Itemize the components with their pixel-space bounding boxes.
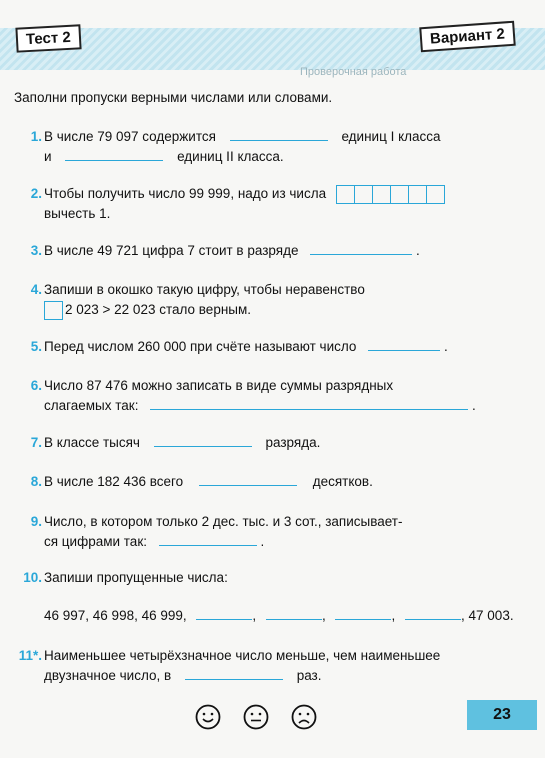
task-text: двузначное число, в xyxy=(44,668,172,683)
variant-label: Вариант 2 xyxy=(419,21,515,53)
test-label: Тест 2 xyxy=(15,24,81,52)
task-text: В числе 49 721 цифра 7 стоит в разряде xyxy=(44,243,299,258)
task-text: В классе тысяч xyxy=(44,435,140,450)
answer-blank[interactable] xyxy=(150,397,468,410)
instruction: Заполни пропуски верными числами или словами. xyxy=(14,90,333,105)
task-text: Наименьшее четырёхзначное число меньше, чем наименьшее xyxy=(44,648,441,663)
task-number: 8. xyxy=(30,474,42,489)
task-number: 1. xyxy=(30,129,42,144)
task-number: 3. xyxy=(30,243,42,258)
task-text: единиц I класса xyxy=(341,129,441,144)
answer-blank[interactable] xyxy=(266,607,322,620)
task-text: десятков. xyxy=(312,474,373,489)
smile-face-icon[interactable] xyxy=(195,704,221,730)
task-text: единиц II класса. xyxy=(177,149,284,164)
answer-blank[interactable] xyxy=(368,338,440,351)
answer-blank[interactable] xyxy=(185,667,283,680)
task-text: и xyxy=(44,149,52,164)
task-text: слагаемых так: xyxy=(44,398,139,413)
answer-blank[interactable] xyxy=(405,607,461,620)
sequence-start: 46 997, 46 998, 46 999, xyxy=(44,608,187,623)
task-text: В числе 79 097 содержится xyxy=(44,129,216,144)
task-number: 9. xyxy=(30,514,42,529)
answer-blank[interactable] xyxy=(65,148,163,161)
sequence-end: 47 003. xyxy=(468,608,514,623)
task-text: разряда. xyxy=(265,435,321,450)
self-assessment-faces xyxy=(195,704,317,730)
task-text: раз. xyxy=(296,668,322,683)
answer-blank[interactable] xyxy=(154,434,252,447)
task-text: В числе 182 436 всего xyxy=(44,474,184,489)
task-text: 2 023 > 22 023 стало верным. xyxy=(65,302,252,317)
task-number: 5. xyxy=(30,339,42,354)
answer-blank[interactable] xyxy=(159,533,257,546)
answer-blank[interactable] xyxy=(335,607,391,620)
task-text: вычесть 1. xyxy=(44,206,111,221)
task-text: ся цифрами так: xyxy=(44,534,147,549)
task-number: 11*. xyxy=(18,648,42,663)
task-number: 10. xyxy=(23,570,42,585)
answer-blank[interactable] xyxy=(230,128,328,141)
task-text: Число, в котором только 2 дес. тыс. и 3 сот., записывает- xyxy=(44,514,403,529)
faint-background-text: Проверочная работа xyxy=(300,66,407,78)
task-text: Запиши пропущенные числа: xyxy=(44,570,228,585)
digit-box[interactable] xyxy=(44,301,63,320)
task-number: 2. xyxy=(30,186,42,201)
task-number: 7. xyxy=(30,435,42,450)
task-number: 4. xyxy=(30,282,42,297)
answer-blank[interactable] xyxy=(310,242,412,255)
answer-blank[interactable] xyxy=(199,473,297,486)
task-text: Запиши в окошко такую цифру, чтобы неравенство xyxy=(44,282,365,297)
task-text: Чтобы получить число 99 999, надо из числа xyxy=(44,186,327,201)
page-number: 23 xyxy=(467,700,537,730)
task-text: Перед числом 260 000 при счёте называют число xyxy=(44,339,357,354)
sad-face-icon[interactable] xyxy=(291,704,317,730)
neutral-face-icon[interactable] xyxy=(243,704,269,730)
digit-boxes[interactable] xyxy=(336,185,445,204)
answer-blank[interactable] xyxy=(196,607,252,620)
task-number: 6. xyxy=(30,378,42,393)
task-text: Число 87 476 можно записать в виде суммы разрядных xyxy=(44,378,394,393)
